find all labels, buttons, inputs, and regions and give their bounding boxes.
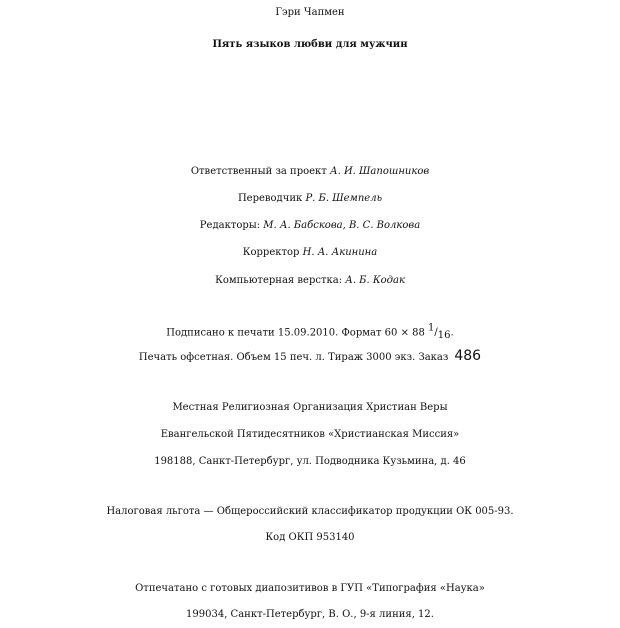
organization-line-1: Местная Религиозная Организация Христиан Веры	[172, 402, 448, 413]
format-denominator: 16	[437, 330, 451, 342]
print-offset-text: Печать офсетная. Объем 15 печ. л. Тираж 3000 экз. Заказ	[138, 352, 449, 363]
credit-label: Ответственный за проект	[190, 166, 331, 177]
format-end: .	[450, 327, 454, 339]
credit-label: Корректор	[242, 247, 303, 258]
credit-corrector	[0, 242, 620, 264]
tax-benefit-line: Налоговая льгота — Общероссийский классификатор продукции ОК 005-93.	[106, 506, 514, 517]
credit-name: Н. А. Акинина	[302, 247, 378, 258]
credit-label: Компьютерная верстка:	[215, 275, 346, 286]
organization-address: 198188, Санкт-Петербург, ул. Подводника Кузьмина, д. 46	[154, 456, 466, 467]
okp-code-line: Код ОКП 953140	[265, 532, 355, 543]
format-numerator: 1	[428, 323, 435, 334]
book-title: Пять языков любви для мужчин	[212, 39, 408, 50]
credit-label: Редакторы:	[199, 220, 264, 231]
credit-translator	[0, 188, 620, 210]
credit-editors	[0, 215, 620, 237]
book-author: Гэри Чапмен	[275, 7, 345, 18]
format-fraction	[428, 323, 451, 342]
organization-line-2: Евангельской Пятидесятников «Христианская Миссия»	[160, 429, 460, 440]
credit-name: А. Б. Кодак	[345, 275, 405, 286]
format-slash: /	[434, 327, 438, 339]
credit-label: Переводчик	[237, 193, 306, 204]
print-signed-line	[0, 318, 620, 347]
credit-responsible	[0, 161, 620, 183]
credit-name: А. И. Шапошников	[330, 166, 430, 177]
order-number: 486	[454, 348, 482, 364]
credit-layout	[0, 270, 620, 292]
credit-name: Р. Б. Шемпель	[305, 193, 383, 204]
credit-name: М. А. Бабскова, В. С. Волкова	[263, 220, 421, 231]
print-offset-line	[0, 345, 620, 369]
print-signed-text: Подписано к печати 15.09.2010. Формат 60 × 88	[166, 327, 429, 339]
printer-address: 199034, Санкт-Петербург, В. О., 9-я линия, 12.	[186, 609, 434, 620]
printer-line-1: Отпечатано с готовых диапозитивов в ГУП «Типография «Наука»	[135, 583, 485, 594]
